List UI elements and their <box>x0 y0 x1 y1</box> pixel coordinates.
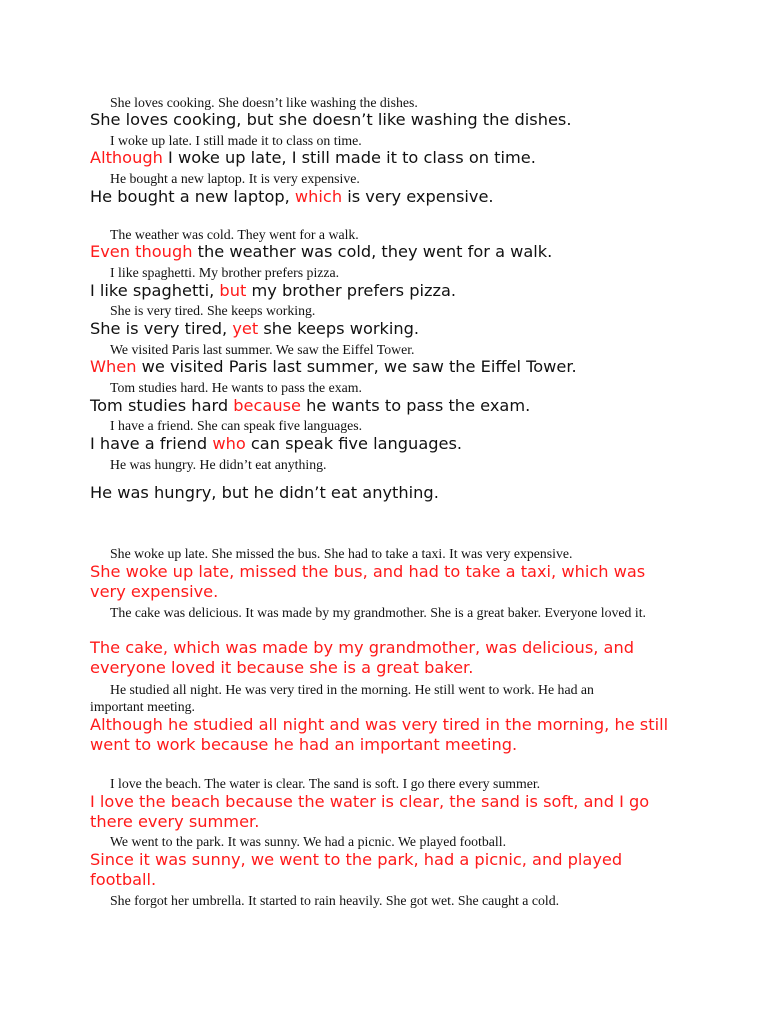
exercise-prompt: The cake was delicious. It was made by my grandmother. She is a great baker. Everyone loved it. <box>110 605 646 620</box>
exercise-answer: She is very tired, yet she keeps working. <box>90 319 420 338</box>
exercise-answer: Although I woke up late, I still made it to class on time. <box>90 148 536 167</box>
exercise-prompt: He studied all night. He was very tired in the morning. He still went to work. He had an important meeting. <box>90 682 594 714</box>
exercise-prompt: I like spaghetti. My brother prefers pizza. <box>110 265 340 280</box>
exercise-prompt: I love the beach. The water is clear. The sand is soft. I go there every summer. <box>110 776 541 791</box>
exercise-answer: He bought a new laptop, which is very expensive. <box>90 187 494 206</box>
exercise-prompt: I woke up late. I still made it to class on time. <box>110 133 362 148</box>
exercise-answer: He was hungry, but he didn’t eat anything. <box>90 483 439 502</box>
exercise-answer: She loves cooking, but she doesn’t like washing the dishes. <box>90 110 572 129</box>
conjunction: When <box>90 357 137 376</box>
exercise-prompt: I have a friend. She can speak five languages. <box>110 418 363 433</box>
exercise-answer: Since it was sunny, we went to the park, had a picnic, and played football. <box>90 850 623 889</box>
exercise-prompt: She is very tired. She keeps working. <box>110 303 316 318</box>
exercise-prompt: She forgot her umbrella. It started to rain heavily. She got wet. She caught a cold. <box>110 893 560 908</box>
exercise-prompt: Tom studies hard. He wants to pass the exam. <box>110 380 362 395</box>
exercise-prompt: She loves cooking. She doesn’t like washing the dishes. <box>110 95 418 110</box>
exercise-answer: Even though the weather was cold, they went for a walk. <box>90 242 553 261</box>
conjunction: yet <box>232 319 259 338</box>
exercise-answer: The cake, which was made by my grandmother, was delicious, and everyone loved it because she is a great baker. <box>90 638 634 677</box>
exercise-answer: I like spaghetti, but my brother prefers pizza. <box>90 281 457 300</box>
exercise-answer: Although he studied all night and was very tired in the morning, he still went to work because he had an important meeting. <box>90 715 669 754</box>
conjunction: Although <box>90 148 163 167</box>
conjunction: but <box>219 281 247 300</box>
exercise-prompt: She woke up late. She missed the bus. She had to take a taxi. It was very expensive. <box>110 546 573 561</box>
conjunction: who <box>212 434 246 453</box>
exercise-answer: When we visited Paris last summer, we saw the Eiffel Tower. <box>90 357 577 376</box>
exercise-answer: Tom studies hard because he wants to pass the exam. <box>90 396 531 415</box>
exercise-prompt: The weather was cold. They went for a walk. <box>110 227 359 242</box>
exercise-prompt: We went to the park. It was sunny. We had a picnic. We played football. <box>110 834 507 849</box>
exercise-answer: She woke up late, missed the bus, and had to take a taxi, which was very expensive. <box>90 562 646 601</box>
exercise-prompt: He was hungry. He didn’t eat anything. <box>110 457 327 472</box>
conjunction: Even though <box>90 242 193 261</box>
exercise-answer: I love the beach because the water is clear, the sand is soft, and I go there every summer. <box>90 792 650 831</box>
exercise-prompt: He bought a new laptop. It is very expensive. <box>110 171 360 186</box>
conjunction: because <box>233 396 301 415</box>
exercise-prompt: We visited Paris last summer. We saw the Eiffel Tower. <box>110 342 415 357</box>
exercise-answer: I have a friend who can speak five languages. <box>90 434 463 453</box>
conjunction: which <box>294 187 343 206</box>
